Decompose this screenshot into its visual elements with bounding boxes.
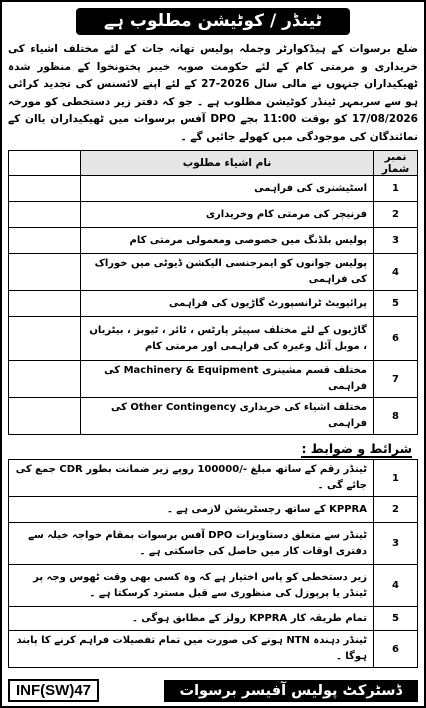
table-row xyxy=(9,523,418,565)
footer xyxy=(8,679,418,702)
row-item: مختلف قسم مشینری Machinery & Equipment کی فراہمی xyxy=(81,361,374,398)
row-number: 6 xyxy=(374,317,418,361)
row-blank xyxy=(9,228,81,254)
column-item-header: نام اشیاء مطلوب xyxy=(81,151,374,176)
column-blank-header xyxy=(9,151,81,176)
items-table-header xyxy=(9,151,418,176)
row-blank xyxy=(9,254,81,291)
condition-number: 3 xyxy=(374,523,418,565)
notice-title: ٹینڈر / کوٹیشن مطلوب ہے xyxy=(76,8,350,35)
row-number: 4 xyxy=(374,254,418,291)
table-row xyxy=(9,176,418,202)
row-item: گاڑیوں کے لئے مختلف سپیئر پارٹس ، ٹائر ، ٹیوبز ، بیٹریاں ، موبل آئل وغیرہ کی فراہمی اور مرمتی کام xyxy=(81,317,374,361)
condition-number: 4 xyxy=(374,565,418,607)
condition-text: ٹینڈر رقم کے ساتھ مبلغ -/100000 روپے زیر ضمانت بطور CDR جمع کی جائے گی ۔ xyxy=(9,460,374,497)
row-blank xyxy=(9,202,81,228)
row-item: پرائیویٹ ٹرانسپورٹ گاڑیوں کی فراہمی xyxy=(81,291,374,317)
table-row xyxy=(9,317,418,361)
row-item: مختلف اشیاء کی خریداری Other Contingency کی فراہمی xyxy=(81,398,374,435)
table-row xyxy=(9,565,418,607)
table-row xyxy=(9,398,418,435)
condition-text: ٹینڈر سے متعلق دستاویزات DPO آفس برسوات بمقام خواجہ خیلہ سے دفتری اوقات کار میں حاصل کی جاسکتی ہے ۔ xyxy=(9,523,374,565)
row-number: 3 xyxy=(374,228,418,254)
row-number: 5 xyxy=(374,291,418,317)
column-number-header: نمبر شمار xyxy=(374,151,418,176)
row-item: پولیس بلڈنگ میں خصوصی ومعمولی مرمتی کام xyxy=(81,228,374,254)
condition-number: 6 xyxy=(374,631,418,668)
table-row xyxy=(9,254,418,291)
issuing-office: ڈسٹرکٹ پولیس آفیسر برسوات xyxy=(164,680,419,702)
table-row xyxy=(9,202,418,228)
condition-text: تمام طریقہ کار KPPRA رولز کے مطابق ہوگی ۔ xyxy=(9,607,374,631)
row-blank xyxy=(9,291,81,317)
condition-number: 5 xyxy=(374,607,418,631)
conditions-heading xyxy=(8,441,412,456)
row-blank xyxy=(9,176,81,202)
row-blank xyxy=(9,361,81,398)
table-row xyxy=(9,291,418,317)
condition-number: 1 xyxy=(374,460,418,497)
intro-paragraph: ضلع برسوات کے ہیڈکوارٹر وجملہ پولیس تھانہ جات کے لئے مختلف اشیاء کی خریداری و مرمتی کام کے لئے حکومت صوبہ خیبر پختونخوا کے منظور شدہ ٹھیکیداران جنہوں نے مالی سال 2026-27 کے لئے اپنے لائسنس کی تجدید کرائی ہو سے سربمہر ٹینڈر کوٹیشن مطلوب ہے ۔ جو کہ دفتر زیر دستخطی کو مورخہ 17/08/2026 کو بوقت 11:00 بجے DPO آفس برسوات میں ٹھیکیداران یاان کے نمائندگان کی موجودگی میں کھولے جائیں گے ۔ xyxy=(8,43,418,143)
table-row xyxy=(9,228,418,254)
conditions-title: شرائط و ضوابط : xyxy=(301,441,412,456)
table-row xyxy=(9,607,418,631)
row-number: 7 xyxy=(374,361,418,398)
row-number: 8 xyxy=(374,398,418,435)
row-number: 2 xyxy=(374,202,418,228)
row-item: اسٹیشنری کی فراہمی xyxy=(81,176,374,202)
row-item: فرنیچر کی مرمتی کام وخریداری xyxy=(81,202,374,228)
conditions-table xyxy=(8,459,418,668)
row-item: پولیس جوانوں کو ایمرجنسی الیکشن ڈیوٹی میں خوراک کی فراہمی xyxy=(81,254,374,291)
condition-text: KPPRA کے ساتھ رجسٹریشن لازمی ہے ۔ xyxy=(9,497,374,523)
items-table xyxy=(8,150,418,435)
title-banner xyxy=(8,8,418,35)
reference-code: INF(SW)47 xyxy=(8,679,99,702)
condition-text: زیر دستخطی کو پاس اختیار ہے کہ وہ کسی بھی وقت ٹھوس وجہ پر ٹینڈر یا پرپوزل کی منظوری سے قبل مسترد کرسکتا ہے ۔ xyxy=(9,565,374,607)
table-row xyxy=(9,361,418,398)
condition-number: 2 xyxy=(374,497,418,523)
condition-text: ٹینڈر دہندہ NTN ہونے کی صورت میں تمام تفصیلات فراہم کرنے کا پابند ہوگا ۔ xyxy=(9,631,374,668)
row-blank xyxy=(9,317,81,361)
table-row xyxy=(9,497,418,523)
row-blank xyxy=(9,398,81,435)
table-row xyxy=(9,460,418,497)
row-number: 1 xyxy=(374,176,418,202)
table-row xyxy=(9,631,418,668)
